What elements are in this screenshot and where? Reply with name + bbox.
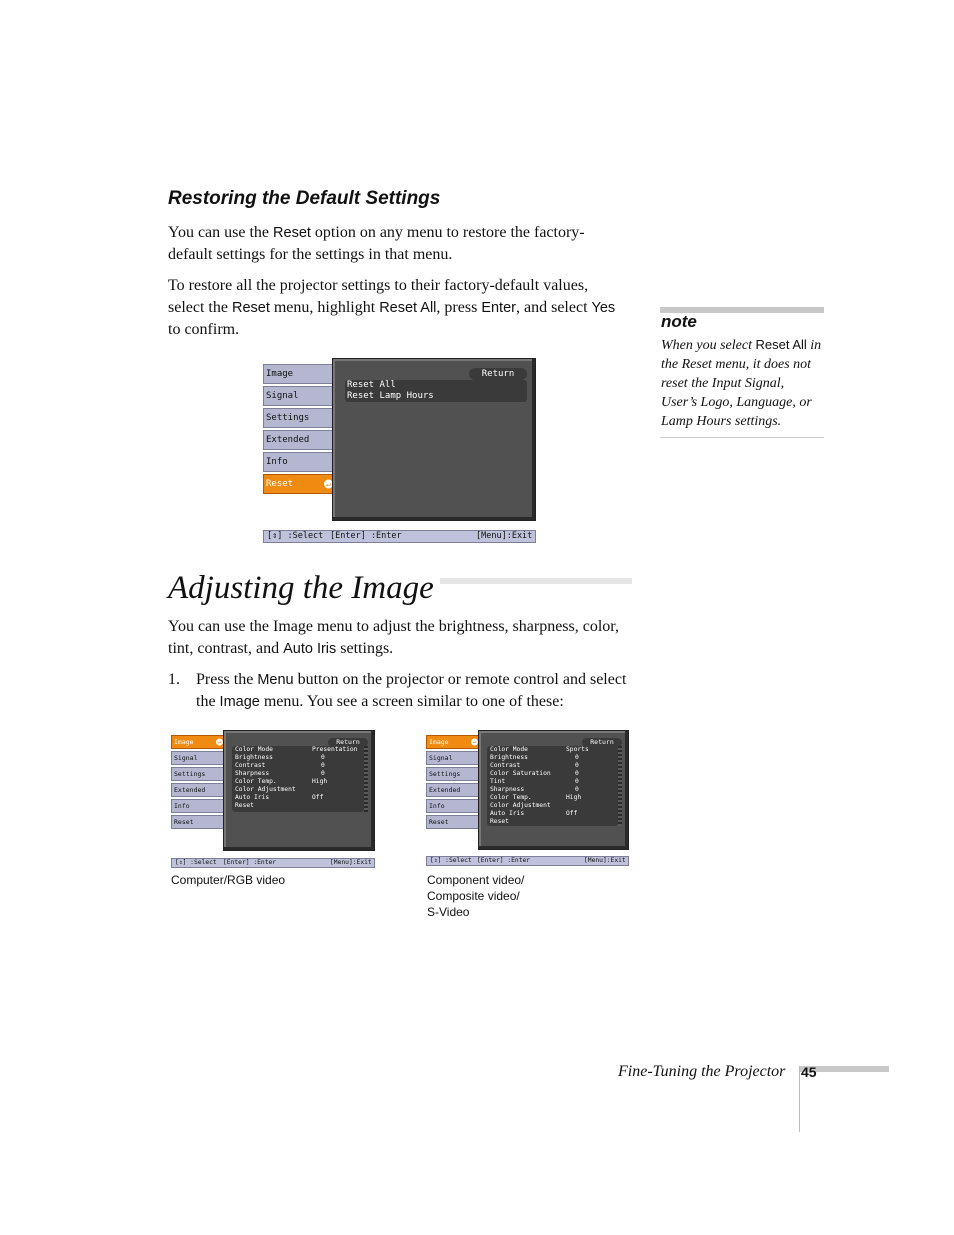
text: in the Reset menu, it does not reset the Input Signal, User’s Logo, Language, or Lamp Hours settings. xyxy=(661,338,822,429)
item-value: 0 xyxy=(321,762,325,769)
menu-panel xyxy=(332,358,536,521)
menu-item-sharpness[interactable] xyxy=(487,786,618,794)
menu-item-color-temp[interactable] xyxy=(487,794,618,802)
status-enter: [Enter] :Enter xyxy=(223,859,277,866)
tab-extended[interactable] xyxy=(263,430,335,450)
tab-label: Settings xyxy=(174,770,206,778)
status-select: [⇕] :Select xyxy=(430,857,472,864)
menu-items xyxy=(232,746,364,812)
item-label: Color Temp. xyxy=(490,794,532,801)
section-heading-restoring: Restoring the Default Settings xyxy=(168,188,441,209)
status-enter: [Enter] :Enter xyxy=(330,531,402,541)
item-value: High xyxy=(566,794,582,801)
menu-item-brightness[interactable] xyxy=(487,754,618,762)
note-body xyxy=(661,335,823,431)
item-value: Off xyxy=(566,810,578,817)
section-heading-adjusting: Adjusting the Image xyxy=(168,566,440,610)
caption-line: Composite video/ xyxy=(427,889,520,903)
menu-item-color-adjustment[interactable] xyxy=(232,786,364,794)
text: When you select xyxy=(661,338,756,353)
tab-label: Extended xyxy=(429,786,461,794)
return-label: Return xyxy=(481,369,515,379)
caption-line: Component video/ xyxy=(427,873,525,887)
tab-extended[interactable] xyxy=(171,783,225,797)
tab-label: Signal xyxy=(429,754,453,762)
tab-signal[interactable] xyxy=(171,751,225,765)
item-label: Sharpness xyxy=(490,786,525,793)
menu-item-reset[interactable] xyxy=(232,802,364,810)
tab-reset[interactable] xyxy=(426,815,480,829)
tab-signal[interactable] xyxy=(426,751,480,765)
menu-item-color-mode[interactable] xyxy=(487,746,618,754)
item-label: Reset xyxy=(490,818,509,825)
item-value: 0 xyxy=(321,770,325,777)
caption-rgb xyxy=(171,872,285,888)
item-label: Color Mode xyxy=(490,746,528,753)
tab-info[interactable] xyxy=(426,799,480,813)
item-label: Reset Lamp Hours xyxy=(347,391,434,401)
keyword-reset-all: Reset All xyxy=(755,337,807,352)
tab-label: Image xyxy=(429,738,449,746)
menu-tabs xyxy=(426,735,482,831)
text: to confirm. xyxy=(168,321,240,338)
enter-icon: ↵ xyxy=(472,738,477,746)
step-1-text xyxy=(196,669,628,713)
tab-label: Image xyxy=(174,738,194,746)
status-exit: [Menu]:Exit xyxy=(584,857,626,864)
item-label: Auto Iris xyxy=(235,794,270,801)
item-label: Sharpness xyxy=(235,770,270,777)
image-menu-rgb-screenshot xyxy=(171,730,375,870)
item-label: Color Adjustment xyxy=(235,786,296,793)
text: settings. xyxy=(336,640,394,657)
page-number: 45 xyxy=(801,1064,817,1080)
tab-label: Signal xyxy=(174,754,198,762)
note-bottom-rule xyxy=(660,437,824,438)
item-value: 0 xyxy=(575,770,579,777)
tab-label: Reset xyxy=(429,818,449,826)
text: You can use the xyxy=(168,224,274,241)
paragraph-restore-all xyxy=(168,275,628,341)
item-value: 0 xyxy=(575,762,579,769)
menu-item-auto-iris[interactable] xyxy=(487,810,618,818)
paragraph-reset-intro xyxy=(168,222,608,266)
item-value: Sports xyxy=(566,746,589,753)
menu-item-brightness[interactable] xyxy=(232,754,364,762)
menu-items xyxy=(345,380,527,402)
reset-menu-screenshot xyxy=(263,358,536,544)
text: Press the xyxy=(196,671,258,688)
item-label: Reset xyxy=(235,802,254,809)
item-label: Brightness xyxy=(235,754,273,761)
tab-image[interactable] xyxy=(426,735,482,749)
menu-item-sharpness[interactable] xyxy=(232,770,364,778)
enter-icon: ↵ xyxy=(324,480,333,489)
status-exit: [Menu]:Exit xyxy=(330,859,372,866)
tab-info[interactable] xyxy=(263,452,335,472)
tab-settings[interactable] xyxy=(171,767,225,781)
footer-vertical-rule xyxy=(799,1066,800,1132)
menu-item-reset-all[interactable] xyxy=(345,380,527,391)
paragraph-image-intro xyxy=(168,616,636,660)
tab-signal[interactable] xyxy=(263,386,335,406)
item-label: Contrast xyxy=(235,762,266,769)
text: option on any menu to restore the factory-default settings for the settings in that menu. xyxy=(168,224,585,263)
scrollbar[interactable] xyxy=(618,746,622,826)
menu-items xyxy=(487,746,618,826)
footer-chapter-title: Fine-Tuning the Projector xyxy=(618,1063,786,1080)
keyword-auto-iris: Auto Iris xyxy=(283,641,337,657)
enter-icon: ↵ xyxy=(217,738,222,746)
caption-video xyxy=(427,872,524,920)
tab-label: Info xyxy=(174,802,190,810)
item-label: Color Temp. xyxy=(235,778,277,785)
tab-settings[interactable] xyxy=(426,767,480,781)
menu-panel xyxy=(223,730,375,851)
keyword-yes: Yes xyxy=(591,300,616,316)
caption-line: S-Video xyxy=(427,905,470,919)
tab-label: Reset xyxy=(174,818,194,826)
text: , press xyxy=(436,299,482,316)
text: You can use the Image menu to adjust the brightness, sharpness, color, tint, contrast, and xyxy=(168,618,619,657)
tab-settings[interactable] xyxy=(263,408,335,428)
item-label: Color Mode xyxy=(235,746,273,753)
tab-reset[interactable] xyxy=(171,815,225,829)
item-label: Contrast xyxy=(490,762,521,769)
text: button on the projector or remote control and select the xyxy=(196,671,627,710)
item-label: Reset All xyxy=(347,380,396,390)
tab-image[interactable] xyxy=(171,735,227,749)
item-value: Off xyxy=(312,794,324,801)
status-select: [⇕] :Select xyxy=(267,531,324,541)
keyword-menu: Menu xyxy=(257,672,294,688)
caption-line: Computer/RGB video xyxy=(171,873,286,887)
tab-label: Settings xyxy=(266,413,310,423)
menu-item-color-adjustment[interactable] xyxy=(487,802,618,810)
status-bar xyxy=(426,856,629,866)
menu-item-contrast[interactable] xyxy=(487,762,618,770)
tab-label: Extended xyxy=(174,786,206,794)
step-number: 1. xyxy=(168,671,180,688)
tab-info[interactable] xyxy=(171,799,225,813)
item-label: Color Saturation xyxy=(490,770,551,777)
note-title: note xyxy=(661,312,697,331)
item-value: 0 xyxy=(321,754,325,761)
return-label: Return xyxy=(336,738,360,746)
return-button[interactable] xyxy=(469,368,527,380)
item-label: Brightness xyxy=(490,754,528,761)
tab-label: Extended xyxy=(266,435,310,445)
tab-image[interactable] xyxy=(263,364,335,384)
menu-item-color-saturation[interactable] xyxy=(487,770,618,778)
tab-label: Settings xyxy=(429,770,461,778)
item-value: 0 xyxy=(575,786,579,793)
image-menu-video-screenshot xyxy=(426,730,629,868)
text: menu. You see a screen similar to one of these: xyxy=(259,693,564,710)
menu-item-auto-iris[interactable] xyxy=(232,794,364,802)
tab-extended[interactable] xyxy=(426,783,480,797)
scrollbar[interactable] xyxy=(364,746,368,812)
keyword-image: Image xyxy=(219,694,260,710)
tab-label: Info xyxy=(266,457,288,467)
status-bar xyxy=(263,530,536,543)
text: menu, highlight xyxy=(269,299,380,316)
tab-label: Info xyxy=(429,802,445,810)
menu-item-reset[interactable] xyxy=(487,818,618,826)
status-select: [⇕] :Select xyxy=(175,859,217,866)
keyword-enter: Enter xyxy=(481,300,516,316)
keyword-reset: Reset xyxy=(231,300,270,316)
menu-item-color-mode[interactable] xyxy=(232,746,364,754)
text: , and select xyxy=(515,299,592,316)
menu-item-tint[interactable] xyxy=(487,778,618,786)
item-value: 0 xyxy=(575,754,579,761)
keyword-reset-all: Reset All xyxy=(379,300,437,316)
status-exit: [Menu]:Exit xyxy=(476,531,533,541)
keyword-reset: Reset xyxy=(273,225,311,241)
menu-item-reset-lamp-hours[interactable] xyxy=(345,391,527,402)
menu-panel xyxy=(478,730,629,850)
menu-tabs xyxy=(171,735,227,831)
status-bar xyxy=(171,858,375,868)
menu-tabs xyxy=(263,364,338,494)
tab-label: Image xyxy=(266,369,294,379)
text: To restore all the projector settings to their factory-default values, select the xyxy=(168,277,589,316)
tab-label: Reset xyxy=(266,479,294,489)
tab-reset[interactable] xyxy=(263,474,338,494)
menu-item-contrast[interactable] xyxy=(232,762,364,770)
section-heading-adjusting-wrap xyxy=(168,566,632,610)
item-value: 0 xyxy=(575,778,579,785)
item-value: High xyxy=(312,778,328,785)
status-enter: [Enter] :Enter xyxy=(477,857,531,864)
item-label: Color Adjustment xyxy=(490,802,551,809)
item-label: Tint xyxy=(490,778,506,785)
item-label: Auto Iris xyxy=(490,810,525,817)
menu-item-color-temp[interactable] xyxy=(232,778,364,786)
tab-label: Signal xyxy=(266,391,299,401)
return-label: Return xyxy=(590,738,614,746)
item-value: Presentation xyxy=(312,746,358,753)
